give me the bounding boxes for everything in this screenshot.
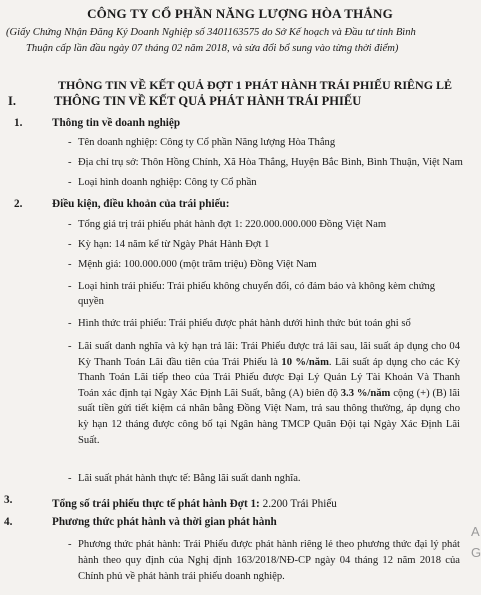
section-4-number: 4. [4, 516, 13, 528]
list-item-company-name: - Tên doanh nghiệp: Công ty Cổ phần Năng lượng Hòa Thắng [78, 137, 335, 148]
registration-line-1: (Giấy Chứng Nhận Đăng Ký Doanh Nghiệp số 3401163575 do Sở Kế hoạch và Đầu tư tỉnh Bình [6, 27, 416, 38]
interest-rate-text-a: Lãi suất danh nghĩa và kỳ hạn trả lãi: Trái Phiếu được trả lãi sau, lãi suất áp dụng cho 04 Kỳ Thanh Toán Lãi đầu tiên của Trái Phiếu là [78, 341, 460, 368]
list-item-bond-form: - Hình thức trái phiếu: Trái phiếu được phát hành dưới hình thức bút toán ghi sổ [78, 318, 411, 329]
section-title: THÔNG TIN VỀ KẾT QUẢ ĐỢT 1 PHÁT HÀNH TRÁI PHIẾU RIÊNG LẺ [57, 78, 453, 92]
edge-glyph-a: A [471, 524, 480, 539]
section-2-title: Điều kiện, điều khoản của trái phiếu: [52, 198, 230, 210]
section-2-number: 2. [14, 198, 23, 210]
part-title: THÔNG TIN VỀ KẾT QUẢ PHÁT HÀNH TRÁI PHIẾU [54, 94, 362, 108]
part-number: I. [8, 94, 16, 108]
company-name: CÔNG TY CỔ PHẦN NĂNG LƯỢNG HÒA THẮNG [87, 6, 393, 21]
section-3-number: 3. [4, 494, 13, 506]
list-item-par-value: - Mệnh giá: 100.000.000 (một trăm triệu) Đồng Việt Nam [78, 259, 317, 270]
section-1-number: 1. [14, 117, 23, 129]
list-item-address: - Địa chỉ trụ sở: Thôn Hồng Chính, Xã Hòa Thắng, Huyện Bắc Bình, Bình Thuận, Việt Nam [78, 157, 463, 168]
section-4-title: Phương thức phát hành và thời gian phát hành [52, 516, 277, 528]
interest-rate-text-e: cộng (+) (B) lãi suất tiền gửi tiết kiệm cá nhân bằng Đồng Việt Nam, trả sau thông thường, áp dụng cho kỳ hạn 12 tháng được công bố tại Ngân hàng TMCP Quân Đội tại Ngày Xác Định Lãi Suất. [78, 387, 460, 446]
section-3-line [52, 494, 337, 512]
interest-rate-text-c: . Lãi suất áp dụng cho các Kỳ Thanh Toán Lãi tiếp theo của Trái Phiếu được Đại Lý Quản Lý Tài Khoản Và Thanh Toán xác định tại Ngày Xác Định Lãi Suất, bằng (A) biên độ [78, 356, 460, 399]
section-1-title: Thông tin về doanh nghiệp [52, 117, 181, 129]
list-item-issuance-method: - Phương thức phát hành: Trái Phiếu được phát hành riêng lẻ theo phương thức đại lý phát hành theo quy định của Nghị định 163/2018/NĐ-CP ngày 04 tháng 12 năm 2018 của Chính phủ về phát hành trái phiếu doanh nghiệp. [78, 537, 460, 585]
edge-glyph-g: G [471, 545, 481, 560]
list-item-term: - Kỳ hạn: 14 năm kể từ Ngày Phát Hành Đợt 1 [78, 239, 269, 250]
initial-rate: 10 %/năm [281, 356, 329, 368]
rate-margin: 3.3 %/năm [340, 387, 391, 399]
list-item-total-value: - Tổng giá trị trái phiếu phát hành đợt 1: 220.000.000.000 Đồng Việt Nam [78, 219, 386, 230]
registration-line-2: Thuận cấp lần đầu ngày 07 tháng 02 năm 2018, và sửa đổi bổ sung vào từng thời điểm) [26, 43, 399, 54]
section-3-value: 2.200 Trái Phiếu [262, 498, 337, 510]
list-item-actual-rate: - Lãi suất phát hành thực tế: Bằng lãi suất danh nghĩa. [78, 473, 301, 484]
list-item-interest-rate [78, 339, 460, 448]
list-item-bond-type: - Loại hình trái phiếu: Trái phiếu không chuyển đổi, có đảm bảo và không kèm chứng quyền [78, 279, 458, 309]
list-item-business-type: - Loại hình doanh nghiệp: Công ty Cổ phần [78, 177, 257, 188]
section-3-title: Tổng số trái phiếu thực tế phát hành Đợt 1: [52, 498, 263, 510]
